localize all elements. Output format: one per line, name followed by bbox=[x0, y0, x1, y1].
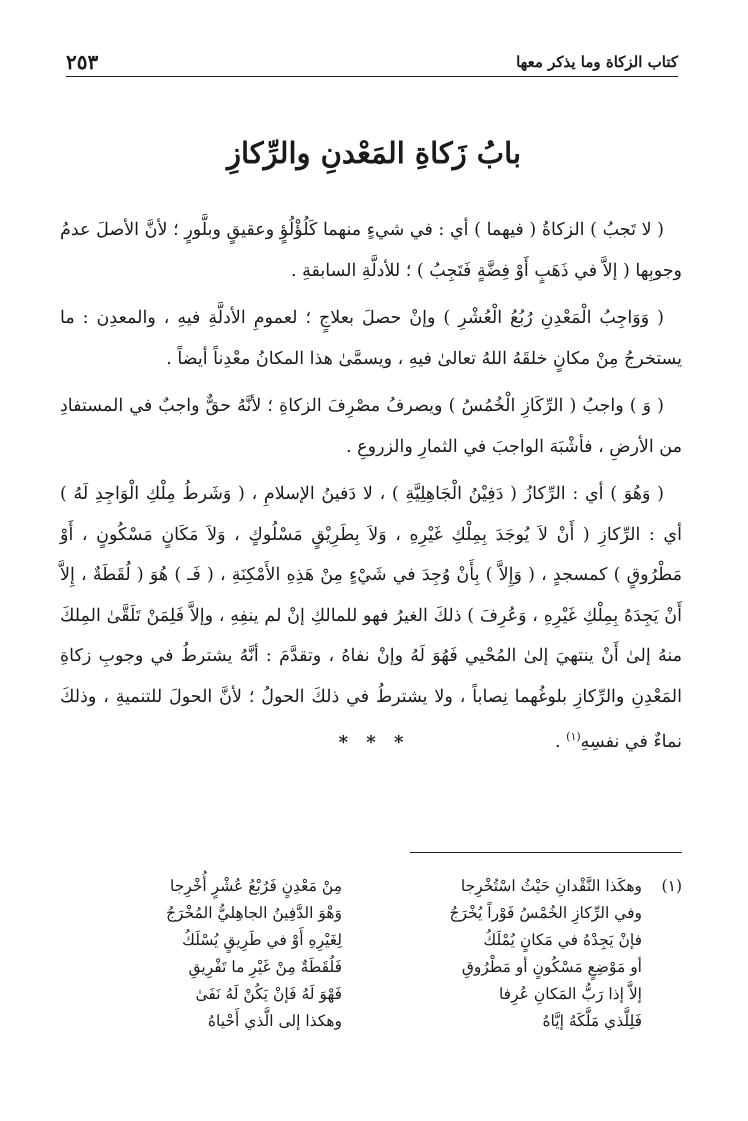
verse-second-hemistich: وهكذا إلى الَّذي أَحْياهُ bbox=[207, 1011, 342, 1030]
verse-line bbox=[72, 1007, 682, 1034]
verse-first-hemistich: إلاَّ إذا رَبُّ المَكانِ عُرِفا bbox=[498, 984, 642, 1003]
footnote-marker: (١) bbox=[661, 876, 682, 895]
running-title: كتاب الزكاة وما يذكر معها bbox=[516, 53, 678, 71]
section-separator: * * * bbox=[338, 732, 410, 753]
chapter-title: بابُ زَكاةِ المَعْدنِ والرِّكازِ bbox=[226, 136, 522, 170]
verse-second-hemistich: وَهْوَ الدَّفِينُ الجاهِليُّ المُخْرَجُ bbox=[165, 903, 342, 922]
paragraph-text: ( وَهُوَ ) أي : الرِّكازُ ( دَفِيْنُ الْجَاهِلِيَّةِ ) ، لا دَفينُ الإسلامِ ، ( وَشَرطُ مِلْكِ الْوَاجِدِ لَهُ ) أي : الرِّكازِ ( أَنْ لاَ يُوجَدَ بِمِلْكِ غَيْرِهِ ، وَلاَ بِطَرِيْقٍ مَسْلُوكٍ ، وَلاَ مَكَانٍ مَسْكُونٍ ، أَوْ مَطْرُوقٍ ) كمسجدٍ ، ( وَإِلاَّ ) بِأَنْ وُجِدَ في شَيْءٍ مِنْ هَذِهِ الأَمْكِنَةِ ، ( فَـ ) هُوَ ( لُقَطَةٌ ، إِلاَّ أَنْ يَجِدَهُ بِمِلْكِ غَيْرِهِ ، وَعُرِفَ ) ذلكَ الغيرُ فهو للمالكِ إنْ لم ينفِهِ ، وإلاَّ فَلِمَنْ تَلَقَّىٰ المِلكَ منهُ إلىٰ أَنْ ينتهيَ إلىٰ المُحْيي فَهُوَ لَهُ وإنْ نفاهُ ، وتقدَّمَ : أنَّهُ يشترطُ في وجوبِ زكاةِ المَعْدِنِ والرِّكازِ بلوغُهما نِصاباً ، ولا يشترطُ في ذلكَ الحولُ ؛ لأنَّ الحولَ للتنميةِ ، وذلكَ نماءٌ في نفسِهِ bbox=[60, 484, 682, 752]
footnote bbox=[72, 872, 682, 1034]
verse-second-hemistich: فَهْوَ لَهُ فَإنْ يَكُنْ لَهُ نَفَىٰ bbox=[195, 984, 342, 1003]
footnote-divider bbox=[410, 852, 682, 853]
verse-first-hemistich: وهكَذا النَّقْدانِ حَيْثُ اسْتُخْرِجا bbox=[460, 876, 642, 895]
paragraph: ( وَ ) واجبُ ( الرِّكَازِ الْخُمُسُ ) ويصرفُ مصْرِفَ الزكاةِ ؛ لأنَّهُ حقٌّ واجبٌ في المستفادِ من الأرضِ ، فأشْبَهَ الواجبَ في الثمارِ والزروعِ . bbox=[60, 396, 682, 457]
footnote-reference[interactable]: (١) bbox=[566, 730, 581, 743]
verse-first-hemistich: وفي الرِّكازِ الخُمْسُ فَوْراً يُخْرَجُ bbox=[449, 903, 642, 922]
verse-second-hemistich: لِغَيْرِهِ أَوْ في طَرِيقٍ يُسْلَكُ bbox=[182, 930, 342, 949]
paragraph: ( لا تَجبُ ) الزكاةُ ( فيهما ) أي : في شيءٍ منهما كَلُؤْلُؤٍ وعقيقٍ وبلَّورٍ ؛ لأنَّ الأصلَ عدمُ وجوبِها ( إلاَّ في ذَهَبٍ أَوْ فِضَّةٍ فَتَجِبُ ) ؛ للأدلَّةِ السابقةِ . bbox=[60, 220, 682, 281]
verse-line bbox=[72, 980, 682, 1007]
verse-first-hemistich: فَلِلَّذي مَلَّكَهُ إيَّاهُ bbox=[542, 1011, 642, 1030]
verse-second-hemistich: فَلُقَطَةٌ مِنْ غَيْرِ ما تَفْرِيقِ bbox=[188, 957, 342, 976]
verse-line bbox=[72, 899, 682, 926]
page-header bbox=[66, 48, 678, 77]
paragraph: ( وَهُوَ ) أي : الرِّكازُ ( دَفِيْنُ الْجَاهِلِيَّةِ ) ، لا دَفينُ الإسلامِ ، ( وَشَرطُ مِلْكِ الْوَاجِدِ لَهُ ) أي : الرِّكازِ ( أَنْ لاَ يُوجَدَ بِمِلْكِ غَيْرِهِ ، وَلاَ بِطَرِيْقٍ مَسْلُوكٍ ، وَلاَ مَكَانٍ مَسْكُونٍ ، أَوْ مَطْرُوقٍ ) كمسجدٍ ، ( وَإِلاَّ ) بِأَنْ وُجِدَ في شَيْءٍ مِنْ هَذِهِ الأَمْكِنَةِ ، ( فَـ ) هُوَ ( لُقَطَةٌ ، إِلاَّ أَنْ يَجِدَهُ بِمِلْكِ غَيْرِهِ ، وَعُرِفَ ) ذلكَ الغيرُ فهو للمالكِ إنْ لم ينفِهِ ، وإلاَّ فَلِمَنْ تَلَقَّىٰ المِلكَ منهُ إلىٰ أَنْ ينتهيَ إلىٰ المُحْيي فَهُوَ لَهُ وإنْ نفاهُ ، وتقدَّمَ : أنَّهُ يشترطُ في وجوبِ زكاةِ المَعْدِنِ والرِّكازِ بلوغُهما نِصاباً ، ولا يشترطُ في ذلكَ الحولُ ؛ لأنَّ الحولَ للتنميةِ ، وذلكَ نماءٌ في نفسِهِ$^{(١)}$ . bbox=[60, 484, 682, 752]
page-number: ٢٥٣ bbox=[66, 50, 99, 74]
paragraph: ( وَوَاجِبُ الْمَعْدِنِ رُبُعُ الْعُشْرِ ) وإنْ حصلَ بعلاجٍ ؛ لعمومِ الأدلَّةِ فيهِ ، والمعدِن : ما يستخرجُ مِنْ مكانٍ خلقَهُ اللهُ تعالىٰ فيهِ ، ويسمَّىٰ هذا المكانُ معْدِناً أيضاً . bbox=[60, 308, 682, 369]
verse-first-hemistich: فإنْ يَجِدْهُ في مَكانٍ يُمْلَكُ bbox=[483, 930, 642, 949]
verse-line bbox=[72, 953, 682, 980]
verse-line bbox=[72, 872, 682, 899]
body-text bbox=[60, 210, 682, 769]
verse-line bbox=[72, 926, 682, 953]
verse-second-hemistich: مِنْ مَعْدِنٍ فَرُبْعُ عُشْرٍ أُخْرِجا bbox=[169, 876, 342, 895]
verse-first-hemistich: أو مَوْضِعٍ مَسْكُونٍ أو مَطْرُوقِ bbox=[461, 957, 642, 976]
